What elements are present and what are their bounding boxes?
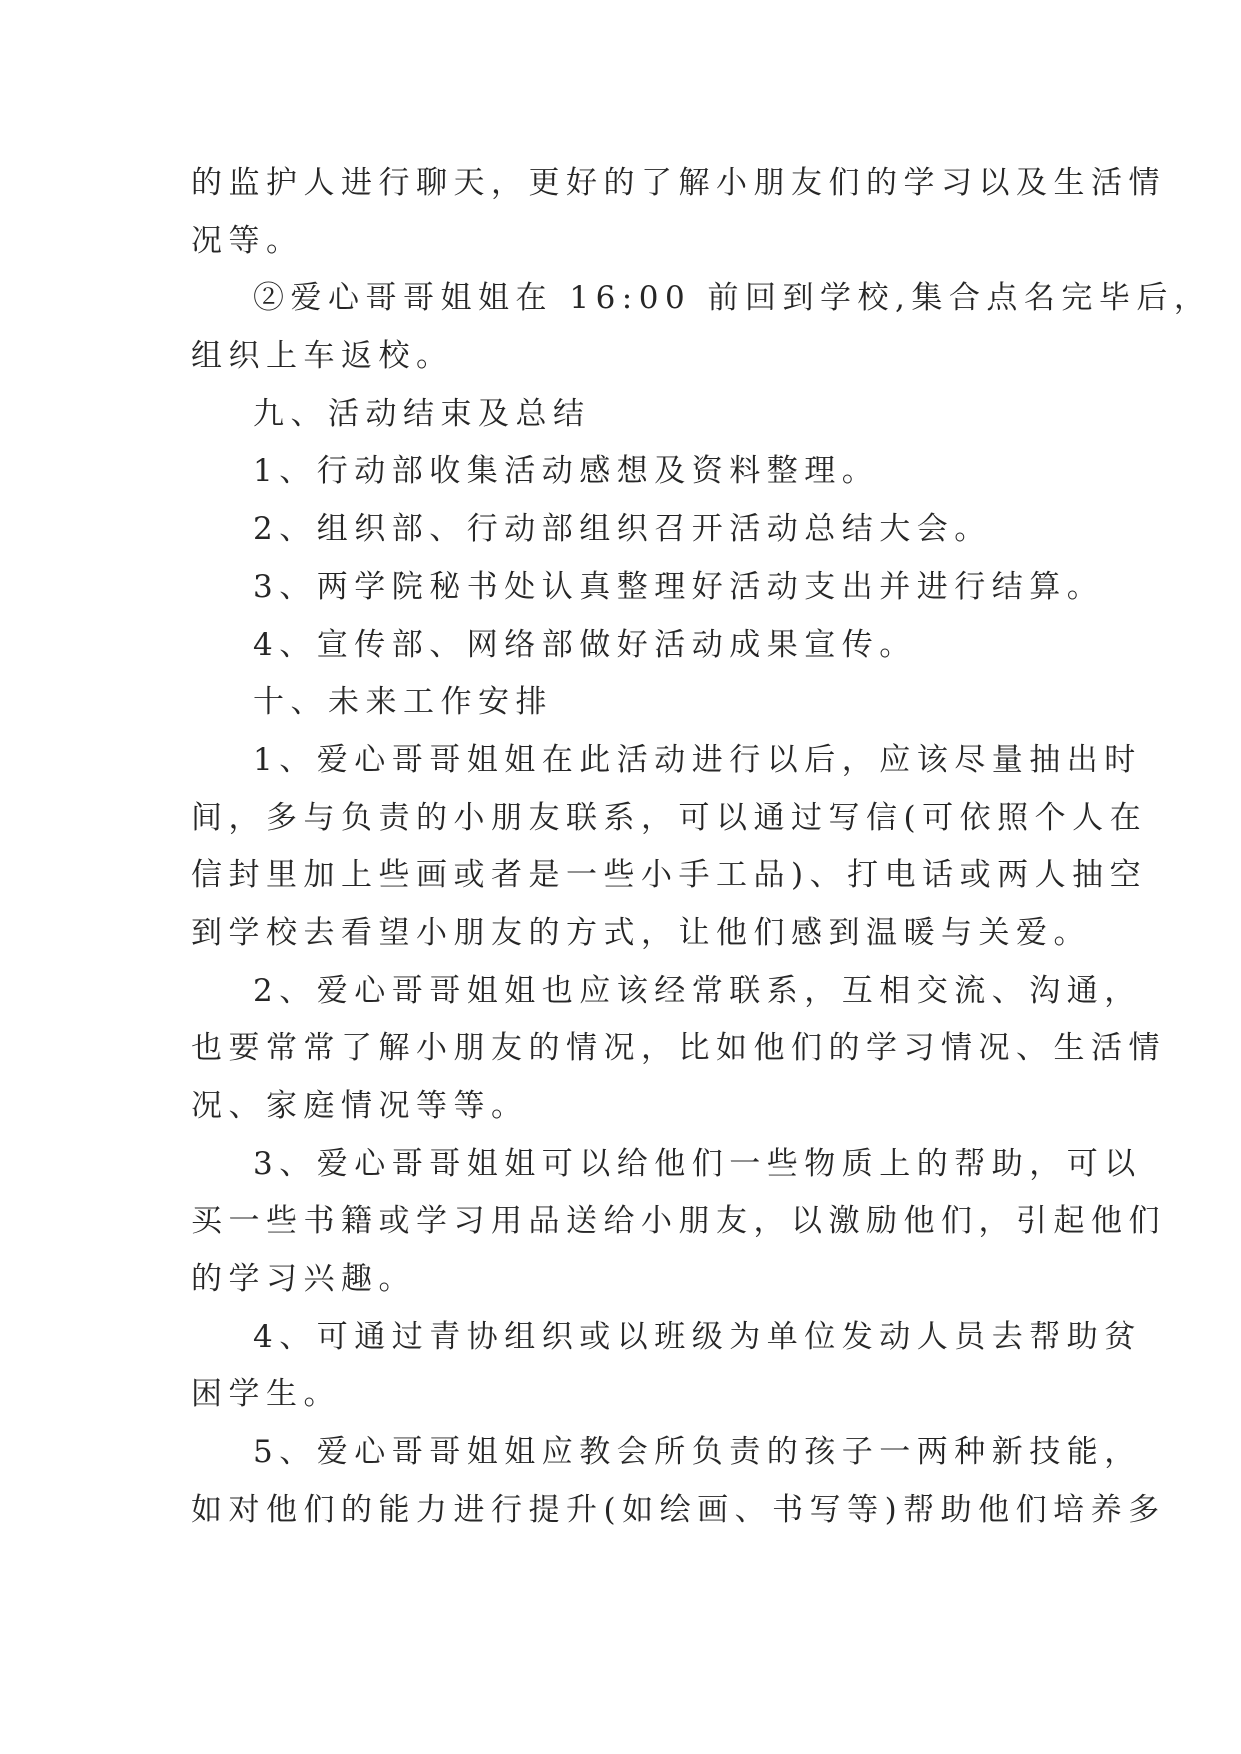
document-body	[191, 155, 1212, 1540]
list-item: 3、两学院秘书处认真整理好活动支出并进行结算。	[253, 568, 1105, 605]
text-line: 1、爱心哥哥姐姐在此活动进行以后，应该尽量抽出时	[253, 741, 1142, 778]
section-heading: 九、活动结束及总结	[253, 395, 591, 432]
text-line: 况等。	[191, 222, 304, 259]
text-line: 的监护人进行聊天，更好的了解小朋友们的学习以及生活情	[191, 165, 1166, 201]
text-line: 组织上车返校。	[191, 338, 454, 375]
text-line: 到学校去看望小朋友的方式，让他们感到温暖与关爱。	[191, 914, 1091, 951]
section-heading: 十、未来工作安排	[253, 684, 553, 721]
text-line: ②爱心哥哥姐姐在 16:00 前回到学校,集合点名完毕后，	[253, 280, 1212, 317]
text-line: 间，多与负责的小朋友联系，可以通过写信(可依照个人在	[191, 799, 1148, 836]
text-line: 买一些书籍或学习用品送给小朋友，以激励他们，引起他们	[191, 1203, 1166, 1240]
text-line: 也要常常了解小朋友的情况，比如他们的学习情况、生活情	[191, 1030, 1166, 1067]
list-item: 1、行动部收集活动感想及资料整理。	[253, 453, 880, 490]
list-item: 2、组织部、行动部组织召开活动总结大会。	[253, 511, 992, 548]
text-line: 况、家庭情况等等。	[191, 1088, 529, 1124]
text-line: 2、爱心哥哥姐姐也应该经常联系，互相交流、沟通，	[253, 972, 1142, 1009]
text-line: 困学生。	[191, 1376, 341, 1413]
text-line: 3、爱心哥哥姐姐可以给他们一些物质上的帮助，可以	[253, 1145, 1142, 1182]
list-item: 4、宣传部、网络部做好活动成果宣传。	[253, 626, 917, 663]
text-line: 信封里加上些画或者是一些小手工品)、打电话或两人抽空	[191, 857, 1148, 894]
text-line: 如对他们的能力进行提升(如绘画、书写等)帮助他们培养多	[191, 1491, 1166, 1528]
text-line: 5、爱心哥哥姐姐应教会所负责的孩子一两种新技能，	[253, 1434, 1142, 1471]
text-line: 4、可通过青协组织或以班级为单位发动人员去帮助贫	[253, 1318, 1142, 1355]
text-line: 的学习兴趣。	[191, 1261, 416, 1298]
